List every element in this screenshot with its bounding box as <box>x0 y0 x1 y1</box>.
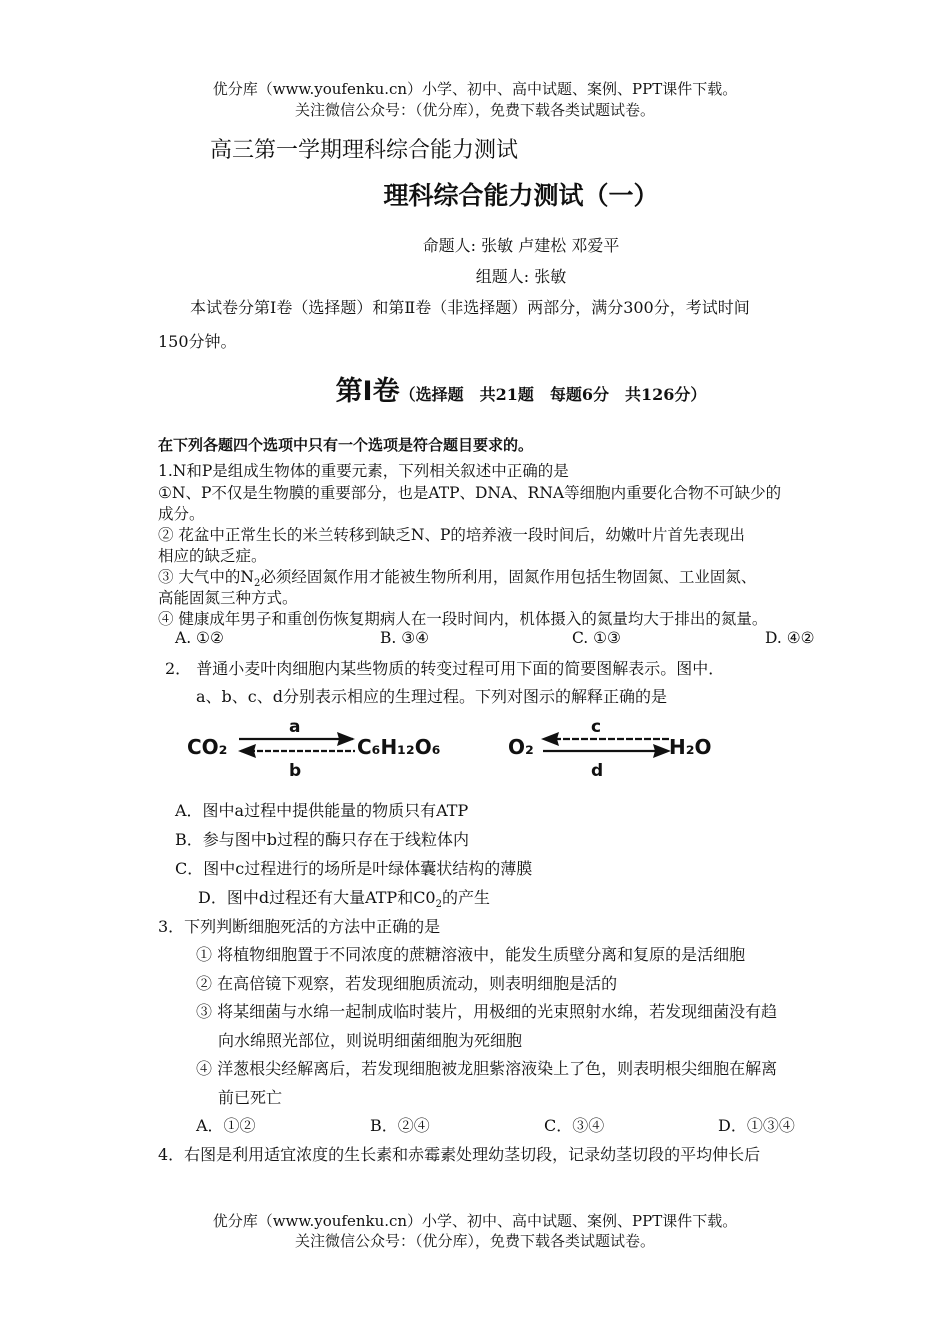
intro-line-2: 150分钟。 <box>158 332 237 351</box>
q3-statement-2: ② 在高倍镜下观察，若发现细胞质流动，则表明细胞是活的 <box>196 974 618 993</box>
diagram-o2: O₂ <box>508 735 534 759</box>
q4-stem: 4．右图是利用适宜浓度的生长素和赤霉素处理幼茎切段，记录幼茎切段的平均伸长后 <box>158 1145 761 1164</box>
q3-statement-1: ① 将植物细胞置于不同浓度的蔗糖溶液中，能发生质壁分离和复原的是活细胞 <box>196 945 746 964</box>
q3-statement-3a: ③ 将某细菌与水绵一起制成临时装片，用极细的光束照射水绵，若发现细菌没有趋 <box>196 1002 778 1021</box>
diagram-h2o: H₂O <box>669 735 712 759</box>
intro-line-1: 本试卷分第Ⅰ卷（选择题）和第Ⅱ卷（非选择题）两部分，满分300分，考试时间 <box>190 298 750 317</box>
q1-option-a: A. ①② <box>175 629 224 647</box>
instruction: 在下列各题四个选项中只有一个选项是符合题目要求的。 <box>158 436 534 454</box>
q3-statement-3b: 向水绵照光部位，则说明细菌细胞为死细胞 <box>218 1031 523 1050</box>
footer-line-1: 优分库（www.youfenku.cn）小学、初中、高中试题、案例、PPT课件下载。 <box>212 1212 738 1230</box>
q1-statement-3b: 高能固氮三种方式。 <box>158 589 298 607</box>
q1-statement-2a: ② 花盆中正常生长的米兰转移到缺乏N、P的培养液一段时间后，幼嫩叶片首先表现出 <box>158 526 745 544</box>
diagram-arrowhead-c <box>541 732 559 746</box>
q2-reaction-diagram <box>183 712 743 780</box>
organizer-line: 组题人: 张敏 <box>475 267 567 286</box>
q1-option-d: D. ④② <box>765 629 815 647</box>
q1-option-c: C. ①③ <box>572 629 621 647</box>
q1-statement-2b: 相应的缺乏症。 <box>158 547 267 565</box>
section-heading <box>0 369 950 408</box>
q2-optd-post: 的产生 <box>442 888 491 907</box>
q2-optd-sub: 2 <box>435 899 442 911</box>
q2-option-d <box>198 885 490 910</box>
q1-statement-1b: 成分。 <box>158 505 205 523</box>
q2-stem-2: a、b、c、d分别表示相应的生理过程。下列对图示的解释正确的是 <box>196 687 667 706</box>
q1-s3a-pre: ③ 大气中的N <box>158 568 254 586</box>
diagram-arrowhead-a <box>337 732 355 746</box>
exam-subtitle: 理科综合能力测试（一） <box>383 181 659 210</box>
q3-option-c: C．③④ <box>544 1116 605 1135</box>
q1-stem: 1.N和P是组成生物体的重要元素，下列相关叙述中正确的是 <box>158 462 569 480</box>
q2-option-a: A．图中a过程中提供能量的物质只有ATP <box>175 801 469 820</box>
section-detail: （选择题 共21题 每题6分 共126分） <box>399 385 707 404</box>
section-title: 第Ⅰ卷 <box>335 376 400 407</box>
diagram-glucose: C₆H₁₂O₆ <box>357 735 441 759</box>
header-line-1: 优分库（www.youfenku.cn）小学、初中、高中试题、案例、PPT课件下载。 <box>212 80 738 98</box>
q1-s3a-post: 必须经固氮作用才能被生物所利用，固氮作用包括生物固氮、工业固氮、 <box>260 568 757 586</box>
authors-line: 命题人: 张敏 卢建松 邓爱平 <box>422 236 620 255</box>
q2-option-c: C．图中c过程进行的场所是叶绿体囊状结构的薄膜 <box>175 859 533 878</box>
diagram-co2: CO₂ <box>187 735 228 759</box>
diagram-label-a: a <box>289 717 301 737</box>
q1-statement-4: ④ 健康成年男子和重创伤恢复期病人在一段时间内，机体摄入的氮量均大于排出的氮量。 <box>158 610 768 628</box>
q1-statement-1a: ①N、P不仅是生物膜的重要部分，也是ATP、DNA、RNA等细胞内重要化合物不可缺少的 <box>158 484 782 502</box>
q3-option-b: B．②④ <box>370 1116 430 1135</box>
q2-option-b: B．参与图中b过程的酶只存在于线粒体内 <box>175 830 470 849</box>
q1-s3a-sub: 2 <box>254 578 261 590</box>
q2-optd-pre: D．图中d过程还有大量ATP和C0 <box>198 888 436 907</box>
header-line-2: 关注微信公众号：（优分库），免费下载各类试题试卷。 <box>294 101 655 119</box>
q2-stem-1: 2． 普通小麦叶肉细胞内某些物质的转变过程可用下面的简要图解表示。图中． <box>165 659 725 678</box>
diagram-label-d: d <box>591 761 604 780</box>
q3-option-a: A．①② <box>196 1116 256 1135</box>
exam-main-title: 高三第一学期理科综合能力测试 <box>210 138 519 163</box>
footer-line-2: 关注微信公众号：（优分库），免费下载各类试题试卷。 <box>294 1232 655 1250</box>
q3-option-d: D．①③④ <box>718 1116 795 1135</box>
diagram-arrowhead-b <box>238 744 256 758</box>
q3-statement-4a: ④ 洋葱根尖经解离后，若发现细胞被龙胆紫溶液染上了色，则表明根尖细胞在解离 <box>196 1059 778 1078</box>
q1-option-b: B. ③④ <box>380 629 430 647</box>
diagram-label-b: b <box>289 761 302 780</box>
q3-statement-4b: 前已死亡 <box>218 1088 283 1107</box>
diagram-label-c: c <box>591 717 602 737</box>
q3-stem: 3．下列判断细胞死活的方法中正确的是 <box>158 917 441 936</box>
